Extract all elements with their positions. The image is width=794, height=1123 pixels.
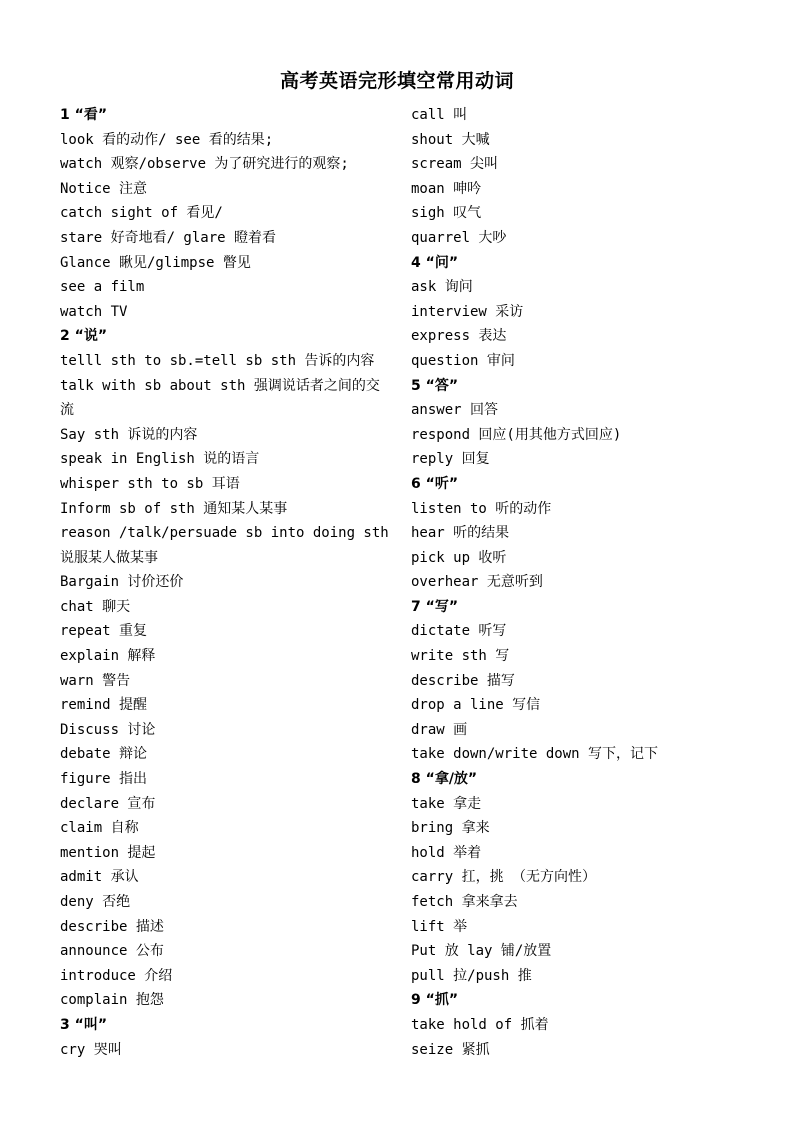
vocab-entry: Say sth 诉说的内容: [60, 426, 198, 443]
section-heading: 3 “叫”: [60, 1016, 108, 1033]
vocab-entry: speak in English 说的语言: [60, 451, 260, 468]
vocab-entry: reply 回复: [411, 451, 490, 468]
vocab-entry: lift 举: [411, 918, 468, 935]
vocab-entry: question 审问: [411, 352, 515, 369]
vocab-entry: mention 提起: [60, 844, 156, 861]
vocab-entry: admit 承认: [60, 869, 139, 886]
vocab-entry: scream 尖叫: [411, 156, 499, 173]
section-heading: 2 “说”: [60, 328, 108, 345]
vocab-entry: drop a line 写信: [411, 697, 541, 714]
vocab-entry: carry 扛，挑 （无方向性）: [411, 869, 597, 886]
vocab-entry: Discuss 讨论: [60, 721, 156, 738]
vocab-entry: describe 描写: [411, 672, 515, 689]
vocab-entry: take 拿走: [411, 795, 482, 812]
vocab-entry: listen to 听的动作: [411, 500, 552, 517]
vocab-entry: telll sth to sb.=tell sb sth 告诉的内容: [60, 352, 375, 369]
vocab-entry: stare 好奇地看/ glare 瞪着看: [60, 229, 277, 246]
vocab-entry: Bargain 讨价还价: [60, 574, 184, 591]
vocab-entry: take down/write down 写下，记下: [411, 746, 659, 763]
vocab-entry: hear 听的结果: [411, 525, 510, 542]
vocab-entry: repeat 重复: [60, 623, 148, 640]
vocab-entry: write sth 写: [411, 648, 510, 665]
vocab-entry: deny 否绝: [60, 894, 131, 910]
vocab-entry: quarrel 大吵: [411, 229, 507, 246]
vocab-entry: pull 拉/push 推: [411, 967, 532, 984]
vocab-entry: sigh 叹气: [411, 205, 482, 222]
vocab-entry: talk with sb about sth 强调说话者之间的交流: [60, 377, 380, 419]
vocab-entry: respond 回应(用其他方式回应): [411, 426, 622, 443]
vocab-entry: introduce 介绍: [60, 967, 173, 984]
vocab-entry: Inform sb of sth 通知某人某事: [60, 500, 288, 517]
vocab-entry: bring 拿来: [411, 820, 490, 837]
vocab-entry: look 看的动作/ see 看的结果;: [60, 131, 274, 148]
vocab-entry: cry 哭叫: [60, 1041, 122, 1058]
vocab-entry: complain 抱怨: [60, 992, 164, 1009]
vocab-entry: call 叫: [411, 107, 468, 123]
vocab-entry: take hold of 抓着: [411, 1016, 549, 1033]
vocab-entry: warn 警告: [60, 672, 131, 689]
vocab-entry: Put 放 lay 铺/放置: [411, 943, 552, 960]
vocab-entry: explain 解释: [60, 648, 156, 665]
document-title: 高考英语完形填空常用动词: [279, 70, 514, 92]
vocab-entry: catch sight of 看见/: [60, 205, 223, 222]
section-heading: 4 “问”: [411, 254, 459, 271]
vocab-entry: describe 描述: [60, 918, 164, 935]
vocab-entry: claim 自称: [60, 820, 139, 837]
vocab-entry: overhear 无意听到: [411, 574, 543, 591]
vocab-entry: moan 呻吟: [411, 180, 482, 197]
vocab-entry: draw 画: [411, 721, 468, 738]
section-heading: 6 “听”: [411, 475, 459, 492]
vocab-entry: pick up 收听: [411, 549, 507, 566]
vocab-entry: Glance 瞅见/glimpse 瞥见: [60, 254, 251, 271]
vocab-entry: watch TV: [60, 303, 128, 320]
section-heading: 1 “看”: [60, 107, 108, 123]
vocab-entry: interview 采访: [411, 303, 524, 320]
vocab-entry: express 表达: [411, 328, 507, 345]
vocab-entry: figure 指出: [60, 771, 148, 788]
vocab-entry: whisper sth to sb 耳语: [60, 475, 240, 492]
vocab-entry: declare 宣布: [60, 795, 156, 812]
vocab-entry: shout 大喊: [411, 131, 490, 148]
section-heading: 5 “答”: [411, 377, 459, 394]
vocab-entry: remind 提醒: [60, 697, 148, 714]
vocab-entry: chat 聊天: [60, 598, 131, 615]
vocab-entry: seize 紧抓: [411, 1041, 490, 1058]
vocab-entry: hold 举着: [411, 844, 482, 861]
vocab-entry: ask 询问: [411, 279, 473, 296]
section-heading: 7 “写”: [411, 598, 459, 615]
section-heading: 9 “抓”: [411, 992, 459, 1009]
section-heading: 8 “拿/放”: [411, 771, 478, 788]
vocab-entry: debate 辩论: [60, 746, 148, 763]
vocab-entry: announce 公布: [60, 943, 164, 960]
right-column: [411, 103, 741, 1062]
vocab-entry: watch 观察/observe 为了研究进行的观察;: [60, 156, 349, 173]
vocab-entry: answer 回答: [411, 402, 499, 419]
vocab-entry: see a film: [60, 279, 145, 296]
vocab-entry: dictate 听写: [411, 623, 507, 640]
vocab-entry: fetch 拿来拿去: [411, 894, 518, 910]
vocab-entry: Notice 注意: [60, 180, 148, 197]
vocab-entry: reason /talk/persuade sb into doing sth 说服某人做某事: [60, 525, 398, 566]
left-column: [60, 103, 398, 1062]
